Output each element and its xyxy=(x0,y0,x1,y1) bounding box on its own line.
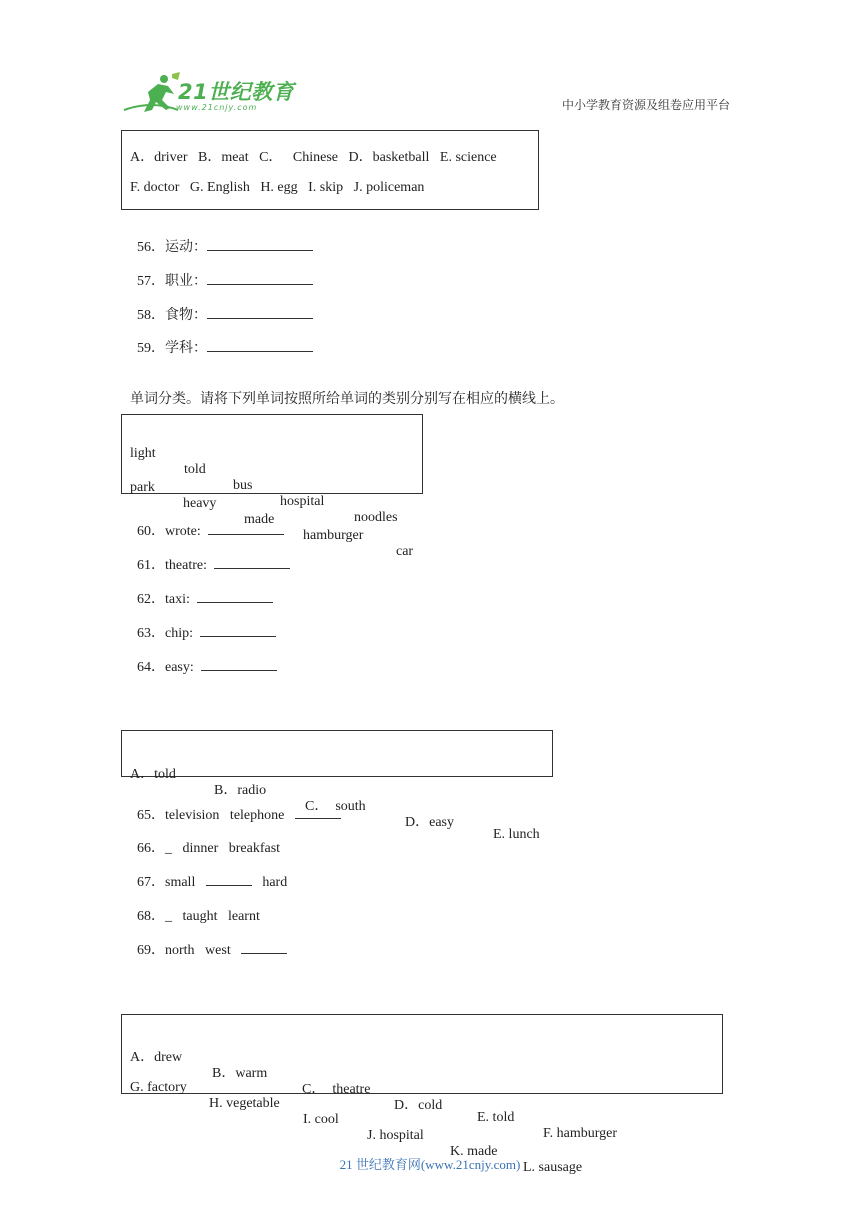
question-number: 65． xyxy=(137,808,165,823)
answer-blank[interactable] xyxy=(241,941,287,954)
question-label: chip: xyxy=(165,626,193,641)
answer-blank[interactable] xyxy=(206,873,252,886)
question-label: 食物： xyxy=(165,307,207,323)
word: car xyxy=(396,544,414,559)
section-2-instruction: 单词分类。请将下列单词按照所给单词的类别分别写在相应的横线上。 xyxy=(130,391,564,407)
question-number: 60． xyxy=(137,524,165,539)
question-number: 59． xyxy=(137,341,165,356)
option: D．easy xyxy=(405,815,454,830)
question-number: 66． xyxy=(137,841,165,856)
option: L. sausage xyxy=(523,1160,583,1175)
question-number: 57． xyxy=(137,274,165,289)
question-67 xyxy=(130,855,287,891)
option: B．warm xyxy=(212,1066,268,1081)
question-number: 63． xyxy=(137,626,165,641)
question-label: easy: xyxy=(165,660,194,675)
answer-blank[interactable] xyxy=(208,522,284,535)
option: A．told xyxy=(130,767,176,782)
question-60 xyxy=(130,504,284,540)
question-label: 运动： xyxy=(165,239,207,255)
answer-blank[interactable] xyxy=(207,306,313,319)
question-66 xyxy=(130,821,280,857)
word: light xyxy=(130,446,156,461)
option: F. hamburger xyxy=(543,1126,618,1141)
answer-blank[interactable]: _ xyxy=(165,841,172,856)
option: G. factory xyxy=(130,1080,187,1095)
question-number: 68． xyxy=(137,909,165,924)
answer-blank[interactable] xyxy=(207,339,313,352)
word-bank-box-3 xyxy=(121,730,553,777)
option: K. made xyxy=(450,1144,498,1159)
option: H. vegetable xyxy=(209,1096,280,1111)
answer-blank[interactable] xyxy=(295,806,341,819)
question-text: taught learnt xyxy=(182,909,260,924)
option: D．cold xyxy=(394,1098,443,1113)
word-bank-box-1 xyxy=(121,130,539,210)
question-65 xyxy=(130,788,341,824)
footer-link[interactable]: 21 世纪教育网(www.21cnjy.com) xyxy=(339,1157,521,1172)
question-62 xyxy=(130,572,273,608)
word: park xyxy=(130,480,155,495)
question-63 xyxy=(130,606,276,642)
answer-blank[interactable] xyxy=(207,272,313,285)
question-56 xyxy=(130,220,313,256)
word: hamburger xyxy=(303,528,364,543)
platform-title: 中小学教育资源及组卷应用平台 xyxy=(561,98,730,112)
answer-blank[interactable] xyxy=(201,658,277,671)
question-number: 56． xyxy=(137,240,165,255)
question-text-after: hard xyxy=(262,875,288,890)
word-bank-1-line-1: A．driver B．meat C． Chinese D．basketball E. science xyxy=(130,150,497,165)
question-68 xyxy=(130,889,260,925)
question-text: north west xyxy=(165,943,231,958)
question-label: wrote: xyxy=(165,524,201,539)
word: told xyxy=(184,462,206,477)
question-number: 61． xyxy=(137,558,165,573)
answer-blank[interactable] xyxy=(207,238,313,251)
question-61 xyxy=(130,538,290,574)
option: J. hospital xyxy=(367,1128,424,1143)
word-bank-box-4 xyxy=(121,1014,723,1094)
question-number: 62． xyxy=(137,592,165,607)
question-69 xyxy=(130,923,287,959)
word: bus xyxy=(233,478,253,493)
runner-icon xyxy=(124,72,180,112)
option: B．radio xyxy=(214,783,267,798)
word: hospital xyxy=(280,494,325,509)
question-label: 学科： xyxy=(165,340,207,356)
option: C． south xyxy=(305,799,366,814)
question-number: 64． xyxy=(137,660,165,675)
answer-blank[interactable] xyxy=(197,590,273,603)
option: I. cool xyxy=(303,1112,339,1127)
question-text: television telephone xyxy=(165,808,285,823)
word: made xyxy=(244,512,275,527)
question-59 xyxy=(130,321,313,357)
logo-text: 21世纪教育 xyxy=(178,80,295,104)
question-label: taxi: xyxy=(165,592,190,607)
question-label: 职业： xyxy=(165,273,207,289)
question-number: 67． xyxy=(137,875,165,890)
question-58 xyxy=(130,288,313,324)
question-text: dinner breakfast xyxy=(182,841,281,856)
word-bank-box-2 xyxy=(121,414,423,494)
question-text-before: small xyxy=(165,875,196,890)
option: C． theatre xyxy=(302,1082,371,1097)
question-number: 69． xyxy=(137,943,165,958)
option: A．drew xyxy=(130,1050,183,1065)
question-number: 58． xyxy=(137,308,165,323)
answer-blank[interactable]: _ xyxy=(165,909,172,924)
option: E. lunch xyxy=(493,827,540,842)
word-bank-1-line-2: F. doctor G. English H. egg I. skip J. policeman xyxy=(130,180,425,195)
question-57 xyxy=(130,254,313,290)
answer-blank[interactable] xyxy=(214,556,290,569)
question-64 xyxy=(130,640,277,676)
question-label: theatre: xyxy=(165,558,207,573)
word: heavy xyxy=(183,496,217,511)
option: E. told xyxy=(477,1110,515,1125)
answer-blank[interactable] xyxy=(200,624,276,637)
word: noodles xyxy=(354,510,398,525)
logo-url: www.21cnjy.com xyxy=(176,103,258,112)
